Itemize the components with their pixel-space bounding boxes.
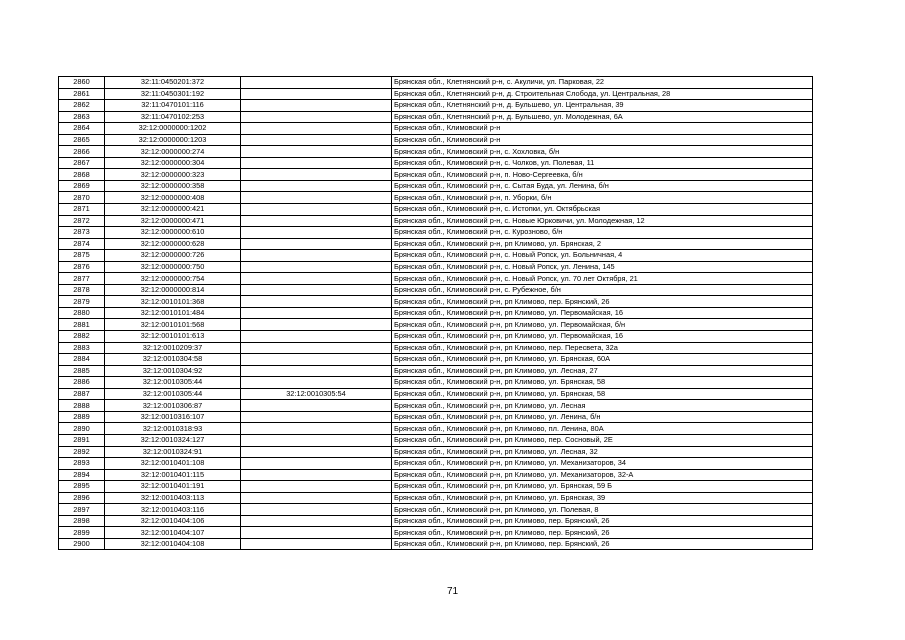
row-number-cell: 2880 [59,307,105,319]
address-cell: Брянская обл., Климовский р-н, с. Новый Ропск, ул. Больничная, 4 [392,250,813,262]
related-cadastral-number-cell [241,111,392,123]
address-cell: Брянская обл., Клетнянский р-н, д. Бульшево, ул. Центральная, 39 [392,100,813,112]
related-cadastral-number-cell [241,504,392,516]
related-cadastral-number-cell [241,319,392,331]
table-row [59,458,813,470]
related-cadastral-number-cell [241,354,392,366]
related-cadastral-number-cell [241,146,392,158]
cadastral-number-cell: 32:12:0000000:726 [105,250,241,262]
cadastral-number-cell: 32:12:0010324:91 [105,446,241,458]
row-number-cell: 2896 [59,492,105,504]
related-cadastral-number-cell [241,458,392,470]
land-plots-table [58,76,813,550]
table-row [59,331,813,343]
related-cadastral-number-cell [241,538,392,550]
row-number-cell: 2874 [59,238,105,250]
address-cell: Брянская обл., Климовский р-н, рп Климово, ул. Брянская, 2 [392,238,813,250]
address-cell: Брянская обл., Климовский р-н, рп Климово, ул. Первомайская, б/н [392,319,813,331]
row-number-cell: 2872 [59,215,105,227]
table-row [59,434,813,446]
row-number-cell: 2864 [59,123,105,135]
address-cell: Брянская обл., Климовский р-н, рп Климово, ул. Ленина, б/н [392,411,813,423]
row-number-cell: 2878 [59,284,105,296]
address-cell: Брянская обл., Климовский р-н, рп Климово, ул. Брянская, 59 Б [392,481,813,493]
row-number-cell: 2889 [59,411,105,423]
related-cadastral-number-cell [241,88,392,100]
related-cadastral-number-cell [241,411,392,423]
cadastral-number-cell: 32:12:0010304:92 [105,365,241,377]
row-number-cell: 2869 [59,180,105,192]
table-row [59,365,813,377]
cadastral-number-cell: 32:12:0000000:1202 [105,123,241,135]
row-number-cell: 2861 [59,88,105,100]
table-row [59,319,813,331]
related-cadastral-number-cell [241,77,392,89]
table-row [59,180,813,192]
cadastral-number-cell: 32:12:0010304:58 [105,354,241,366]
address-cell: Брянская обл., Климовский р-н, с. Рубежное, б/н [392,284,813,296]
related-cadastral-number-cell [241,169,392,181]
cadastral-number-cell: 32:12:0000000:814 [105,284,241,296]
related-cadastral-number-cell [241,515,392,527]
row-number-cell: 2879 [59,296,105,308]
related-cadastral-number-cell [241,134,392,146]
row-number-cell: 2890 [59,423,105,435]
related-cadastral-number-cell [241,481,392,493]
address-cell: Брянская обл., Климовский р-н [392,123,813,135]
related-cadastral-number-cell [241,157,392,169]
table-row [59,192,813,204]
table-row [59,377,813,389]
cadastral-number-cell: 32:12:0000000:754 [105,273,241,285]
table-row [59,100,813,112]
cadastral-number-cell: 32:11:0470101:116 [105,100,241,112]
table-row [59,400,813,412]
table-row [59,250,813,262]
address-cell: Брянская обл., Климовский р-н, рп Климово, ул. Механизаторов, 34 [392,458,813,470]
address-cell: Брянская обл., Климовский р-н, рп Климово, пер. Брянский, 26 [392,515,813,527]
table-row [59,296,813,308]
row-number-cell: 2871 [59,204,105,216]
row-number-cell: 2868 [59,169,105,181]
address-cell: Брянская обл., Клетнянский р-н, с. Акуличи, ул. Парковая, 22 [392,77,813,89]
related-cadastral-number-cell [241,527,392,539]
related-cadastral-number-cell [241,469,392,481]
table-row [59,284,813,296]
table-row [59,204,813,216]
related-cadastral-number-cell [241,400,392,412]
address-cell: Брянская обл., Климовский р-н, рп Климово, ул. Брянская, 39 [392,492,813,504]
table-row [59,238,813,250]
address-cell: Брянская обл., Климовский р-н, рп Климово, ул. Лесная [392,400,813,412]
cadastral-number-cell: 32:12:0010101:568 [105,319,241,331]
address-cell: Брянская обл., Климовский р-н [392,134,813,146]
cadastral-number-cell: 32:12:0010401:108 [105,458,241,470]
related-cadastral-number-cell [241,180,392,192]
address-cell: Брянская обл., Клетнянский р-н, д. Бульшево, ул. Молодежная, 6А [392,111,813,123]
row-number-cell: 2891 [59,434,105,446]
table-row [59,354,813,366]
row-number-cell: 2900 [59,538,105,550]
table-row [59,481,813,493]
cadastral-number-cell: 32:12:0000000:421 [105,204,241,216]
cadastral-number-cell: 32:12:0010401:191 [105,481,241,493]
row-number-cell: 2888 [59,400,105,412]
row-number-cell: 2877 [59,273,105,285]
cadastral-number-cell: 32:12:0010318:93 [105,423,241,435]
table-row [59,157,813,169]
cadastral-number-cell: 32:11:0470102:253 [105,111,241,123]
row-number-cell: 2892 [59,446,105,458]
related-cadastral-number-cell [241,377,392,389]
cadastral-number-cell: 32:12:0000000:628 [105,238,241,250]
row-number-cell: 2886 [59,377,105,389]
table-row [59,527,813,539]
address-cell: Брянская обл., Климовский р-н, рп Климово, пер. Пересвета, 32а [392,342,813,354]
table-row [59,134,813,146]
address-cell: Брянская обл., Климовский р-н, с. Чолков, ул. Полевая, 11 [392,157,813,169]
address-cell: Брянская обл., Климовский р-н, с. Сытая Буда, ул. Ленина, б/н [392,180,813,192]
row-number-cell: 2882 [59,331,105,343]
address-cell: Брянская обл., Климовский р-н, с. Новый Ропск, ул. Ленина, 145 [392,261,813,273]
table-row [59,88,813,100]
address-cell: Брянская обл., Климовский р-н, рп Климово, ул. Первомайская, 16 [392,307,813,319]
table-row [59,146,813,158]
address-cell: Брянская обл., Климовский р-н, рп Климово, пер. Брянский, 26 [392,527,813,539]
table-row [59,77,813,89]
cadastral-number-cell: 32:11:0450201:372 [105,77,241,89]
address-cell: Брянская обл., Климовский р-н, рп Климово, ул. Первомайская, 16 [392,331,813,343]
row-number-cell: 2894 [59,469,105,481]
address-cell: Брянская обл., Климовский р-н, рп Климово, ул. Лесная, 32 [392,446,813,458]
page-number: 71 [446,586,459,597]
row-number-cell: 2873 [59,227,105,239]
row-number-cell: 2865 [59,134,105,146]
table-row [59,515,813,527]
table-row [59,273,813,285]
row-number-cell: 2881 [59,319,105,331]
address-cell: Брянская обл., Климовский р-н, рп Климово, ул. Брянская, 58 [392,388,813,400]
row-number-cell: 2870 [59,192,105,204]
related-cadastral-number-cell [241,192,392,204]
related-cadastral-number-cell [241,238,392,250]
related-cadastral-number-cell [241,342,392,354]
row-number-cell: 2862 [59,100,105,112]
cadastral-number-cell: 32:12:0010404:106 [105,515,241,527]
related-cadastral-number-cell [241,296,392,308]
cadastral-number-cell: 32:12:0000000:304 [105,157,241,169]
row-number-cell: 2863 [59,111,105,123]
cadastral-number-cell: 32:12:0000000:750 [105,261,241,273]
cadastral-number-cell: 32:12:0000000:274 [105,146,241,158]
cadastral-number-cell: 32:12:0010209:37 [105,342,241,354]
table-row [59,307,813,319]
cadastral-number-cell: 32:12:0010403:116 [105,504,241,516]
row-number-cell: 2897 [59,504,105,516]
address-cell: Брянская обл., Климовский р-н, рп Климово, ул. Брянская, 60А [392,354,813,366]
table-row [59,111,813,123]
related-cadastral-number-cell [241,273,392,285]
cadastral-number-cell: 32:12:0010101:613 [105,331,241,343]
table-row [59,411,813,423]
address-cell: Брянская обл., Климовский р-н, с. Новый Ропск, ул. 70 лет Октября, 21 [392,273,813,285]
related-cadastral-number-cell [241,204,392,216]
table-body [59,77,813,550]
row-number-cell: 2899 [59,527,105,539]
cadastral-number-cell: 32:12:0010316:107 [105,411,241,423]
table-row [59,123,813,135]
address-cell: Брянская обл., Климовский р-н, п. Уборки, б/н [392,192,813,204]
address-cell: Брянская обл., Климовский р-н, рп Климово, пер. Брянский, 26 [392,296,813,308]
address-cell: Брянская обл., Климовский р-н, рп Климово, ул. Механизаторов, 32-А [392,469,813,481]
row-number-cell: 2895 [59,481,105,493]
related-cadastral-number-cell [241,307,392,319]
address-cell: Брянская обл., Климовский р-н, п. Ново-Сергеевка, б/н [392,169,813,181]
related-cadastral-number-cell [241,227,392,239]
related-cadastral-number-cell [241,446,392,458]
cadastral-number-cell: 32:12:0010305:44 [105,377,241,389]
cadastral-number-cell: 32:12:0010401:115 [105,469,241,481]
address-cell: Брянская обл., Климовский р-н, рп Климово, пл. Ленина, 80А [392,423,813,435]
related-cadastral-number-cell [241,423,392,435]
table-row [59,227,813,239]
cadastral-number-cell: 32:12:0000000:408 [105,192,241,204]
cadastral-number-cell: 32:12:0000000:1203 [105,134,241,146]
row-number-cell: 2867 [59,157,105,169]
table-row [59,538,813,550]
cadastral-number-cell: 32:12:0010324:127 [105,434,241,446]
cadastral-number-cell: 32:12:0000000:471 [105,215,241,227]
related-cadastral-number-cell [241,331,392,343]
row-number-cell: 2875 [59,250,105,262]
table-row [59,261,813,273]
row-number-cell: 2887 [59,388,105,400]
row-number-cell: 2893 [59,458,105,470]
related-cadastral-number-cell [241,492,392,504]
row-number-cell: 2883 [59,342,105,354]
table-row [59,446,813,458]
table-row [59,388,813,400]
row-number-cell: 2885 [59,365,105,377]
table-row [59,423,813,435]
address-cell: Брянская обл., Климовский р-н, рп Климово, ул. Лесная, 27 [392,365,813,377]
cadastral-number-cell: 32:12:0000000:323 [105,169,241,181]
cadastral-number-cell: 32:12:0010403:113 [105,492,241,504]
table-row [59,492,813,504]
related-cadastral-number-cell [241,123,392,135]
table-row [59,215,813,227]
related-cadastral-number-cell [241,434,392,446]
related-cadastral-number-cell [241,284,392,296]
cadastral-number-cell: 32:12:0010101:368 [105,296,241,308]
address-cell: Брянская обл., Климовский р-н, рп Климово, ул. Полевая, 8 [392,504,813,516]
row-number-cell: 2876 [59,261,105,273]
table-row [59,504,813,516]
table-row [59,469,813,481]
cadastral-number-cell: 32:12:0010404:107 [105,527,241,539]
table-row [59,342,813,354]
address-cell: Брянская обл., Климовский р-н, с. Курозново, б/н [392,227,813,239]
related-cadastral-number-cell: 32:12:0010305:54 [241,388,392,400]
address-cell: Брянская обл., Климовский р-н, рп Климово, ул. Брянская, 58 [392,377,813,389]
address-cell: Брянская обл., Климовский р-н, рп Климово, пер. Сосновый, 2Е [392,434,813,446]
row-number-cell: 2860 [59,77,105,89]
address-cell: Брянская обл., Климовский р-н, с. Истопки, ул. Октябрьская [392,204,813,216]
cadastral-number-cell: 32:12:0000000:610 [105,227,241,239]
address-cell: Брянская обл., Климовский р-н, рп Климово, пер. Брянский, 26 [392,538,813,550]
table-row [59,169,813,181]
related-cadastral-number-cell [241,250,392,262]
address-cell: Брянская обл., Климовский р-н, с. Хохловка, б/н [392,146,813,158]
address-cell: Брянская обл., Клетнянский р-н, д. Строительная Слобода, ул. Центральная, 28 [392,88,813,100]
cadastral-number-cell: 32:12:0010101:484 [105,307,241,319]
related-cadastral-number-cell [241,100,392,112]
related-cadastral-number-cell [241,365,392,377]
cadastral-number-cell: 32:12:0000000:358 [105,180,241,192]
cadastral-number-cell: 32:12:0010305:44 [105,388,241,400]
cadastral-number-cell: 32:12:0010306:87 [105,400,241,412]
address-cell: Брянская обл., Климовский р-н, с. Новые Юрковичи, ул. Молодежная, 12 [392,215,813,227]
row-number-cell: 2866 [59,146,105,158]
row-number-cell: 2898 [59,515,105,527]
row-number-cell: 2884 [59,354,105,366]
cadastral-number-cell: 32:11:0450301:192 [105,88,241,100]
related-cadastral-number-cell [241,215,392,227]
cadastral-number-cell: 32:12:0010404:108 [105,538,241,550]
related-cadastral-number-cell [241,261,392,273]
